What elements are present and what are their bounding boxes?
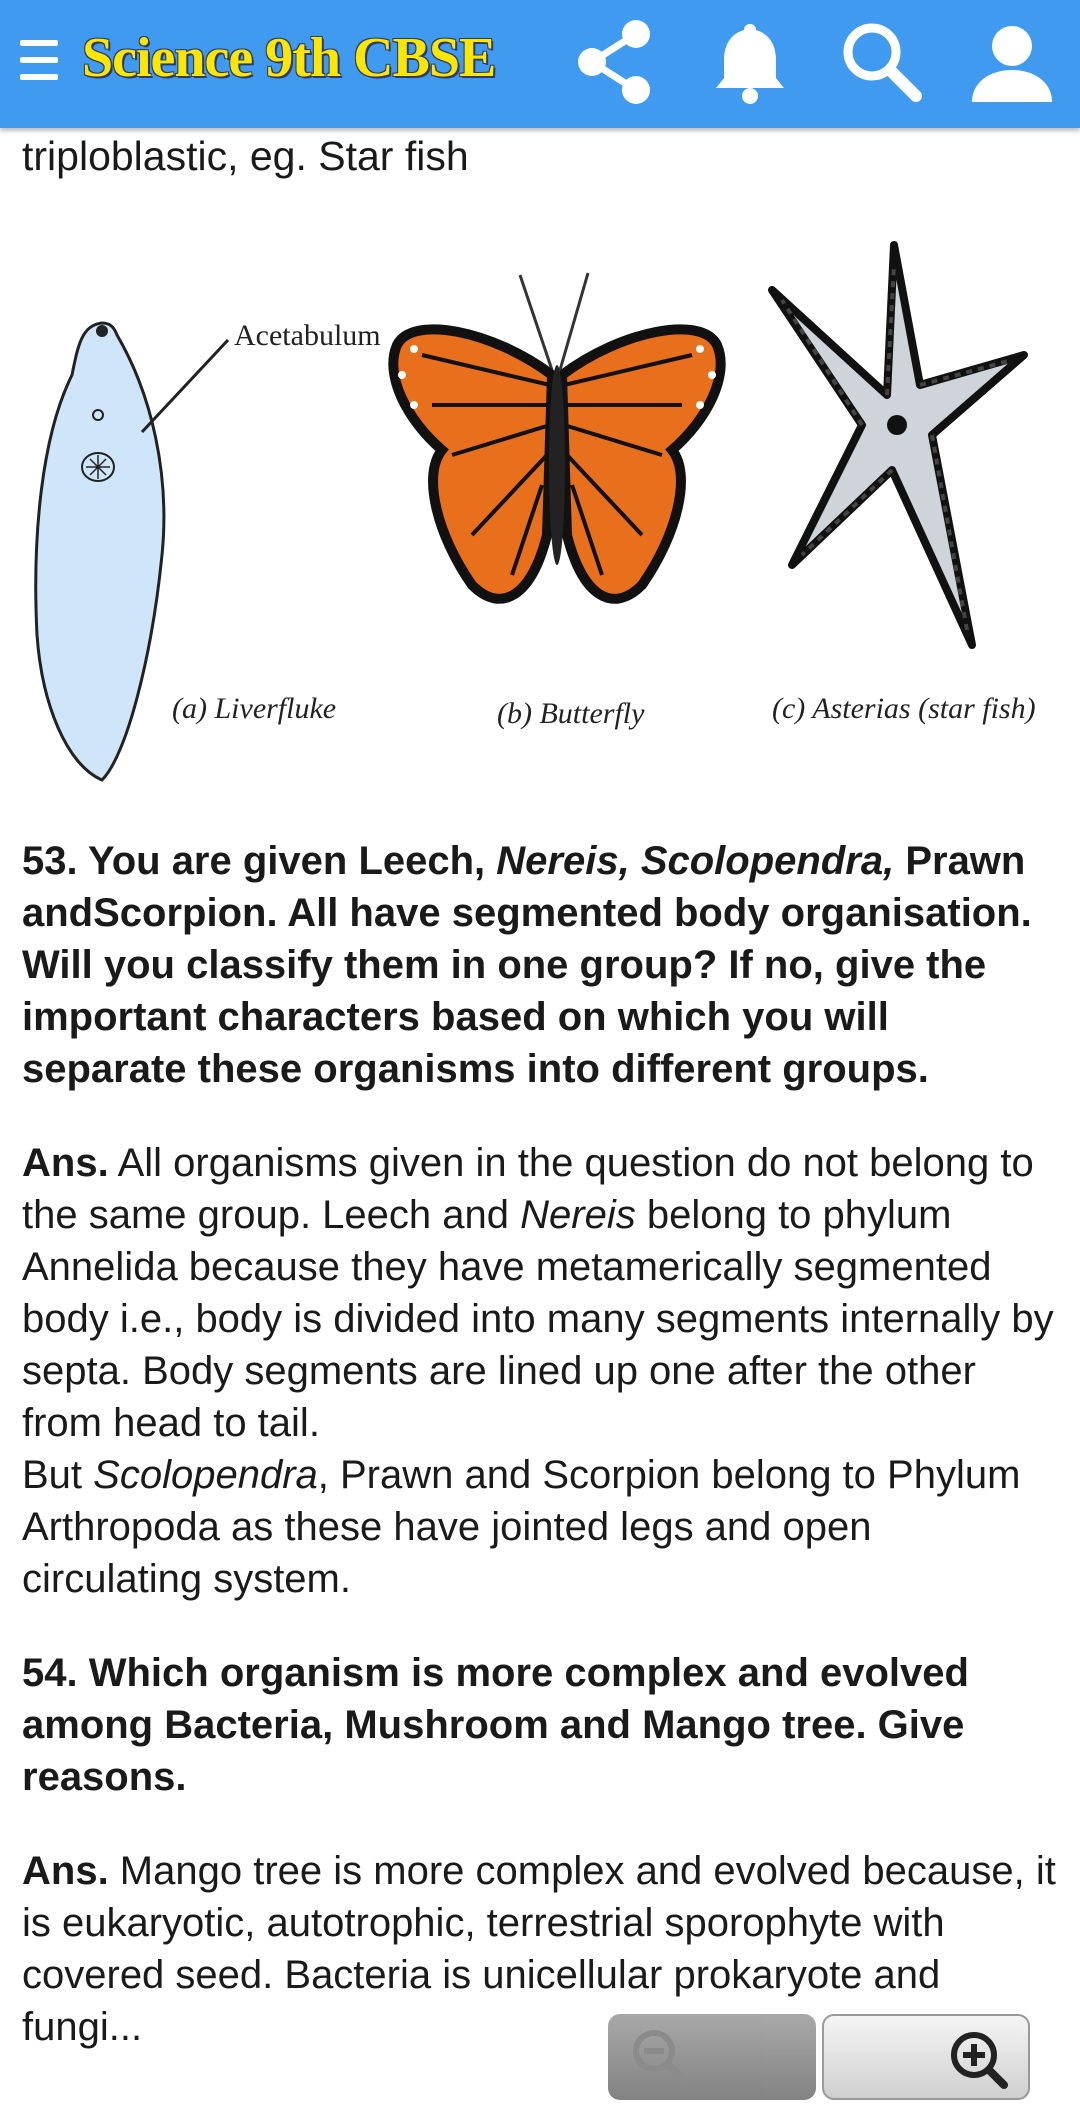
zoom-out-icon [628,2025,692,2089]
zoom-in-icon [946,2027,1010,2091]
answer-54: Ans. Mango tree is more complex and evolved because, it is eukaryotic, autotrophic, terrestrial sporophyte with covered seed. Bacteria is unicellular prokaryote and fungi... [22,1849,1056,2049]
starfish-drawing [772,245,1024,645]
bell-icon[interactable] [702,14,798,110]
qa-section [22,835,1062,2095]
app-title: Science 9th CBSE [82,27,496,89]
question-53: 53. You are given Leech, Nereis, Scolopendra, Prawn andScorpion. All have segmented body organisation. Will you classify them in one group? If no, give the important characters based on which you will separate these organisms into different groups. [22,839,1032,1091]
zoom-in-button[interactable] [822,2014,1030,2100]
app-bar [0,0,1080,128]
zoom-out-button[interactable] [608,2014,816,2100]
butterfly-drawing [393,273,720,599]
zoom-control [608,2014,1030,2100]
caption-butterfly: (b) Butterfly [497,697,645,730]
answer-53: Ans. All organisms given in the question do not belong to the same group. Leech and Nereis belong to phylum Annelida because they have metamerically segmented body i.e., body is divided into many segments internally by septa. Body segments are lined up one after the other from head to tail. But Scolopendra, Prawn and Scorpion belong to Phylum Arthropoda as these have jointed legs and open circulating system. [22,1141,1054,1601]
menu-icon[interactable] [20,40,58,84]
question-54: 54. Which organism is more complex and evolved among Bacteria, Mushroom and Mango tree. Give reasons. [22,1651,969,1799]
search-icon[interactable] [832,14,928,110]
caption-liverfluke: (a) Liverfluke [172,692,337,725]
user-icon[interactable] [964,14,1060,110]
previous-answer-tail: triploblastic, eg. Star fish [22,133,469,179]
caption-asterias: (c) Asterias (star fish) [772,692,1036,725]
share-icon[interactable] [566,14,662,110]
acetabulum-label: Acetabulum [234,319,381,352]
organisms-figure [22,235,1062,795]
